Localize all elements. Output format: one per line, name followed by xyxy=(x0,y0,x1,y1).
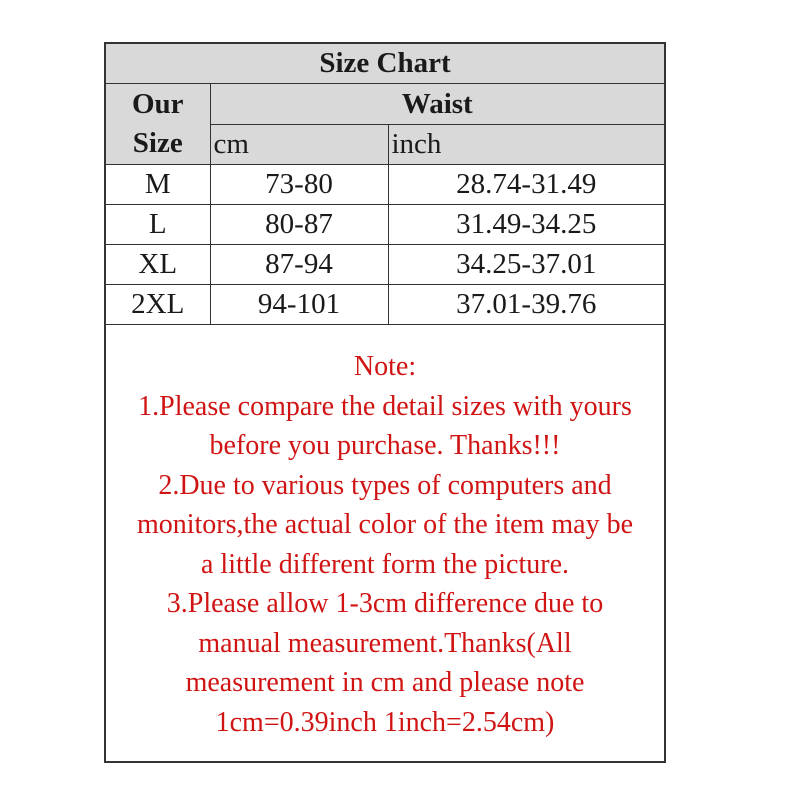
table-row xyxy=(106,205,664,245)
table-row xyxy=(106,285,664,325)
unit-cm-header: cm xyxy=(210,125,388,165)
note-line: before you purchase. Thanks!!! xyxy=(209,430,561,461)
our-size-header xyxy=(106,84,210,165)
size-chart-frame xyxy=(104,42,666,763)
note-line: monitors,the actual color of the item may be xyxy=(136,509,634,540)
size-chart-title: Size Chart xyxy=(106,44,664,84)
unit-inch-header: inch xyxy=(388,125,664,165)
cm-cell: 87-94 xyxy=(210,245,388,285)
inch-cell: 34.25-37.01 xyxy=(388,245,664,285)
note-line: 1cm=0.39inch 1inch=2.54cm) xyxy=(215,706,555,738)
our-size-header-line2: Size xyxy=(132,127,183,159)
size-cell: L xyxy=(106,205,210,245)
note-section xyxy=(106,347,664,742)
inch-cell: 28.74-31.49 xyxy=(388,165,664,205)
cm-cell: 94-101 xyxy=(210,285,388,325)
note-line: a little different form the picture. xyxy=(200,548,569,580)
note-heading: Note: xyxy=(353,351,417,382)
size-chart-table xyxy=(106,44,664,325)
note-line: 2.Due to various types of computers and xyxy=(158,469,612,501)
table-row xyxy=(106,165,664,205)
table-row xyxy=(106,245,664,285)
size-cell: XL xyxy=(106,245,210,285)
note-line: measurement in cm and please note xyxy=(185,667,585,698)
inch-cell: 31.49-34.25 xyxy=(388,205,664,245)
note-line: 1.Please compare the detail sizes with yours xyxy=(138,390,632,422)
size-cell: M xyxy=(106,165,210,205)
our-size-header-line1: Our xyxy=(131,87,184,120)
waist-header: Waist xyxy=(210,84,664,125)
note-line: manual measurement.Thanks(All xyxy=(198,627,572,659)
note-line: 3.Please allow 1-3cm difference due to xyxy=(166,588,604,619)
size-cell: 2XL xyxy=(106,285,210,325)
cm-cell: 80-87 xyxy=(210,205,388,245)
inch-cell: 37.01-39.76 xyxy=(388,285,664,325)
cm-cell: 73-80 xyxy=(210,165,388,205)
